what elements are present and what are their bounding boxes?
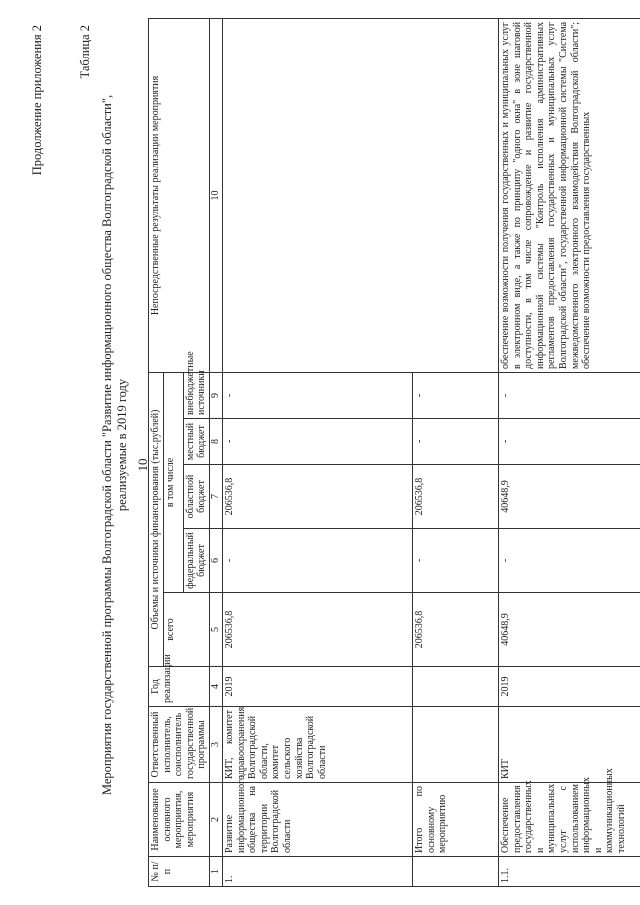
row-federal: - bbox=[222, 529, 412, 593]
appendix-note: Продолжение приложения 2 bbox=[30, 25, 44, 176]
row-total: 206536,8 bbox=[222, 593, 412, 667]
row-regional: 206536,8 bbox=[222, 465, 412, 529]
col-header-including: в том числе bbox=[163, 372, 183, 592]
row-num: 1. bbox=[222, 857, 412, 887]
row-executor: КИТ bbox=[498, 707, 640, 783]
table-row bbox=[222, 18, 412, 886]
row-executor: КИТ, комитет здравоохранения Волгоградской области, комитет сельского хозяйства Волгоградской области bbox=[222, 707, 412, 783]
title-line-2: реализуемые в 2019 году bbox=[115, 378, 129, 512]
page-number: 10 bbox=[135, 458, 150, 472]
column-number: 1 bbox=[209, 857, 222, 887]
row-num: 1.1. bbox=[498, 857, 640, 887]
row-extra: - bbox=[498, 372, 640, 418]
row-results bbox=[412, 18, 498, 372]
column-number: 2 bbox=[209, 783, 222, 857]
col-header-total: всего bbox=[163, 593, 209, 667]
column-number: 7 bbox=[209, 465, 222, 529]
row-name: Итого по основному мероприятию bbox=[412, 783, 498, 857]
title-line-1: Мероприятия государственной программы Волгоградской области "Развитие информационного общества Волгоградской области", bbox=[100, 94, 114, 796]
row-local: - bbox=[412, 419, 498, 465]
row-year: 2019 bbox=[222, 667, 412, 707]
col-header-federal: федеральный бюджет bbox=[183, 529, 209, 593]
column-number: 10 bbox=[209, 18, 222, 372]
row-local: - bbox=[498, 419, 640, 465]
col-header-results: Непосредственные результаты реализации мероприятия bbox=[149, 18, 210, 372]
row-extra: - bbox=[412, 372, 498, 418]
column-number: 6 bbox=[209, 529, 222, 593]
row-results bbox=[222, 18, 412, 372]
row-num bbox=[412, 857, 498, 887]
col-header-local: местный бюджет bbox=[183, 419, 209, 465]
col-header-executor: Ответственный исполнитель, соисполнитель государственной программы bbox=[149, 707, 210, 783]
row-local: - bbox=[222, 419, 412, 465]
row-year: 2019 bbox=[498, 667, 640, 707]
row-federal: - bbox=[498, 529, 640, 593]
column-number: 5 bbox=[209, 593, 222, 667]
col-header-funding: Объемы и источники финансирования (тыс.рублей) bbox=[149, 372, 164, 666]
row-total: 206536,8 bbox=[412, 593, 498, 667]
row-federal: - bbox=[412, 529, 498, 593]
row-total: 40648,9 bbox=[498, 593, 640, 667]
row-regional: 206536,8 bbox=[412, 465, 498, 529]
column-number-row bbox=[209, 18, 222, 886]
column-number: 4 bbox=[209, 667, 222, 707]
column-number: 3 bbox=[209, 707, 222, 783]
events-table bbox=[148, 18, 640, 887]
table-row bbox=[412, 18, 498, 886]
document-title bbox=[100, 65, 130, 825]
col-header-regional: областной бюджет bbox=[183, 465, 209, 529]
col-header-year: Год реализации bbox=[149, 667, 210, 707]
table-row bbox=[498, 18, 640, 886]
col-header-extra: внебюджетные источники bbox=[183, 372, 209, 418]
col-header-name: Наименование основного мероприятия, мероприятия bbox=[149, 783, 210, 857]
column-number: 9 bbox=[209, 372, 222, 418]
row-results: обеспечение возможности получения государственных и муниципальных услуг в электронном виде, а также по принципу "одного окна" в зоне шаговой доступности, в том числе сопровождение и развитие государственной информационной системы "Контроль исполнения административных регламентов предоставления государственных и муниципальных услуг Волгоградской области", государственной информационной системы "Система межведомственного электронного взаимодействия Волгоградской области"; обеспечение возможности предоставления государственных bbox=[498, 18, 640, 372]
row-extra: - bbox=[222, 372, 412, 418]
col-header-num: № п/п bbox=[149, 857, 210, 887]
table-label: Таблица 2 bbox=[78, 25, 92, 79]
row-regional: 40648,9 bbox=[498, 465, 640, 529]
row-year bbox=[412, 667, 498, 707]
row-name: Обеспечение предоставления государственных и муниципальных услуг с использованием информационных и коммуникационных технологий bbox=[498, 783, 640, 857]
row-executor bbox=[412, 707, 498, 783]
column-number: 8 bbox=[209, 419, 222, 465]
row-name: Развитие информационного общества на территории Волгоградской области bbox=[222, 783, 412, 857]
